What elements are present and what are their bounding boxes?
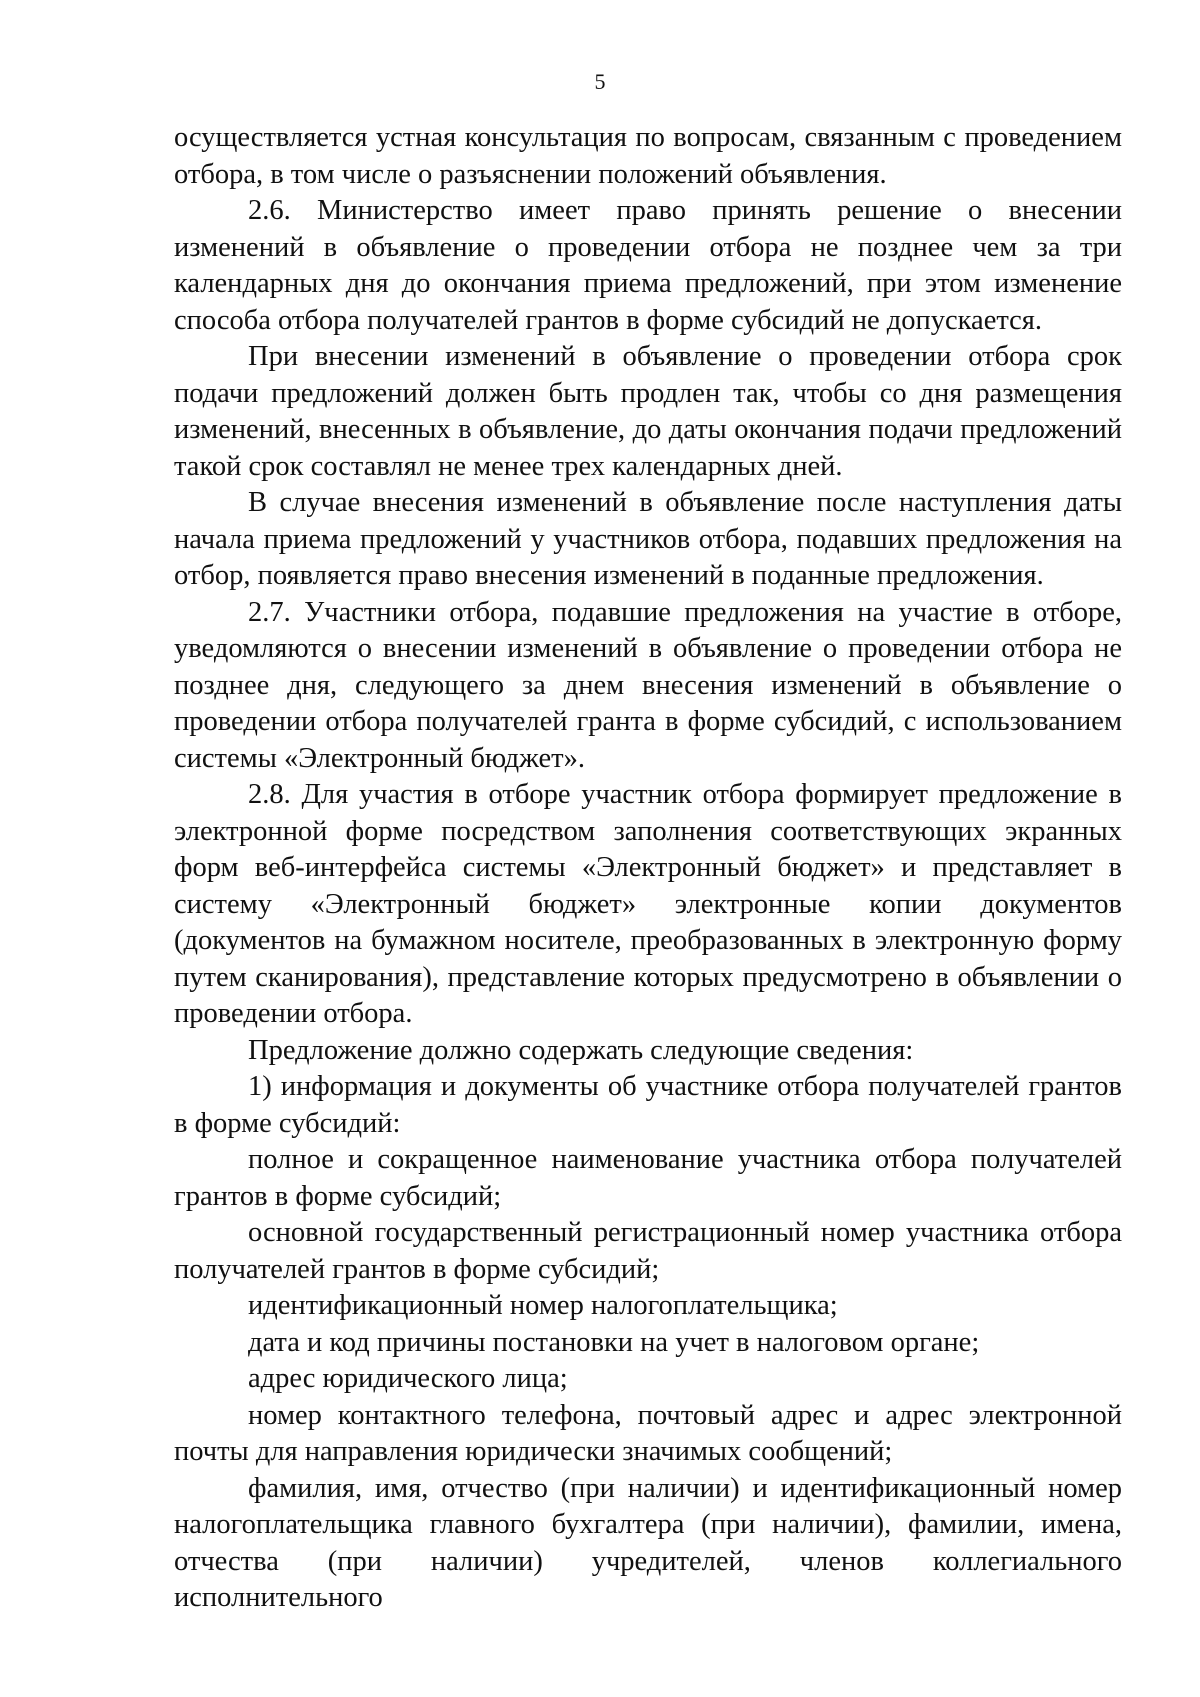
list-item-persons: фамилия, имя, отчество (при наличии) и идентификационный номер налогоплательщика главного бухгалтера (при наличии), фамилии, имена, отчества (при наличии) учредителей, членов коллегиального исполнительного (174, 1472, 1122, 1613)
list-item-address: адрес юридического лица; (248, 1363, 568, 1394)
list-item-contacts: номер контактного телефона, почтовый адрес и адрес электронной почты для направления юридически значимых сообщений; (174, 1399, 1122, 1467)
paragraph-proposal-contents: Предложение должно содержать следующие сведения: (248, 1034, 914, 1066)
list-item-inn: идентификационный номер налогоплательщика; (248, 1290, 838, 1321)
page-number: 5 (594, 69, 606, 94)
paragraph-2-7: 2.7. Участники отбора, подавшие предложения на участие в отборе, уведомляются о внесении изменений в объявление о проведении отбора не позднее дня, следующего за днем внесения изменений в объявление о проведении отбора получателей гранта в форме субсидий, с использованием системы «Электронный бюджет». (174, 596, 1122, 774)
list-item-1: 1) информация и документы об участнике отбора получателей грантов в форме субсидий: (174, 1071, 1122, 1139)
list-item-kpp: дата и код причины постановки на учет в налоговом органе; (248, 1326, 980, 1358)
paragraph-changes-deadline: При внесении изменений в объявление о проведении отбора срок подачи предложений должен быть продлен так, чтобы со дня размещения изменений, внесенных в объявление, до даты окончания подачи предложений такой срок составлял не менее трех календарных дней. (174, 341, 1122, 482)
paragraph-2-8: 2.8. Для участия в отборе участник отбора формирует предложение в электронной форме посредством заполнения соответствующих экранных форм веб-интерфейса системы «Электронный бюджет» и представляет в систему «Электронный бюджет» электронные копии документов (документов на бумажном носителе, преобразованных в электронную форму путем сканирования), представление которых предусмотрено в объявлении о проведении отбора. (174, 779, 1122, 1029)
paragraph-changes-after-start: В случае внесения изменений в объявление после наступления даты начала приема предложений у участников отбора, подавших предложения на отбор, появляется право внесения изменений в поданные предложения. (174, 487, 1122, 591)
list-item-name: полное и сокращенное наименование участника отбора получателей грантов в форме субсидий; (174, 1144, 1122, 1212)
paragraph-continuation: осуществляется устная консультация по вопросам, связанным с проведением отбора, в том числе о разъяснении положений объявления. (174, 122, 1122, 190)
paragraph-2-6: 2.6. Министерство имеет право принять решение о внесении изменений в объявление о проведении отбора не позднее чем за три календарных дня до окончания приема предложений, при этом изменение способа отбора получателей грантов в форме субсидий не допускается. (174, 195, 1122, 336)
list-item-ogrn: основной государственный регистрационный номер участника отбора получателей грантов в форме субсидий; (174, 1217, 1122, 1285)
document-body (174, 120, 1122, 1617)
